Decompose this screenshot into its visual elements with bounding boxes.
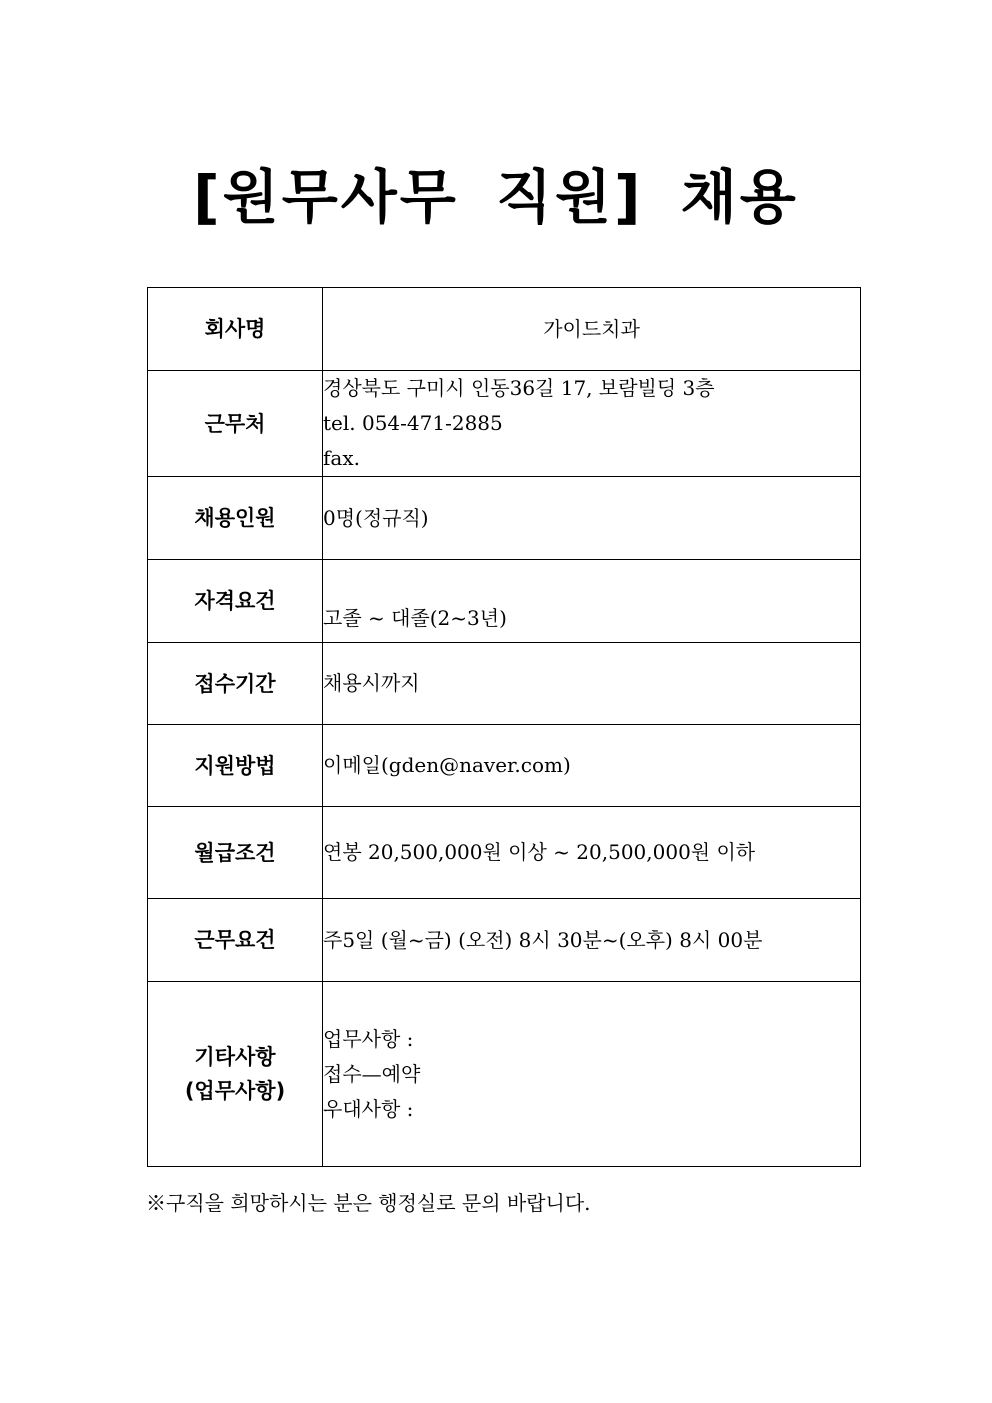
hours-value: 주5일 (월~금) (오전) 8시 30분~(오후) 8시 00분 [323, 899, 861, 982]
etc-label [148, 982, 323, 1167]
workplace-fax: fax. [323, 446, 360, 470]
qualification-label: 자격요건 [148, 560, 323, 643]
etc-label-line2: (업무사항) [184, 1079, 286, 1103]
period-value: 채용시까지 [323, 643, 861, 725]
workplace-label: 근무처 [148, 371, 323, 477]
method-value: 이메일(gden@naver.com) [323, 725, 861, 807]
salary-label: 월급조건 [148, 807, 323, 899]
period-label: 접수기간 [148, 643, 323, 725]
table-row-hours [148, 899, 861, 982]
qualification-value: 고졸 ~ 대졸(2~3년) [323, 560, 861, 643]
table-row-qualification [148, 560, 861, 643]
workplace-value [323, 371, 861, 477]
table-row-workplace [148, 371, 861, 477]
table-row-headcount [148, 477, 861, 560]
headcount-value: 0명(정규직) [323, 477, 861, 560]
workplace-address: 경상북도 구미시 인동36길 17, 보람빌딩 3층 [323, 376, 715, 400]
page-title: [원무사무 직원] 채용 [193, 163, 799, 231]
hours-label: 근무요건 [148, 899, 323, 982]
job-posting-table [147, 287, 861, 1167]
table-row-etc [148, 982, 861, 1167]
table-row-company [148, 288, 861, 371]
footer-note: ※구직을 희망하시는 분은 행정실로 문의 바랍니다. [146, 1191, 591, 1215]
etc-duties: 접수—예약 [323, 1061, 421, 1086]
table-row-period [148, 643, 861, 725]
etc-label-line1: 기타사항 [194, 1045, 276, 1069]
table-row-method [148, 725, 861, 807]
company-value: 가이드치과 [323, 288, 861, 371]
etc-duties-label: 업무사항 : [323, 1026, 414, 1051]
etc-benefits-label: 우대사항 : [323, 1096, 414, 1121]
workplace-tel: tel. 054-471-2885 [323, 411, 503, 435]
headcount-label: 채용인원 [148, 477, 323, 560]
salary-value: 연봉 20,500,000원 이상 ~ 20,500,000원 이하 [323, 807, 861, 899]
company-label: 회사명 [148, 288, 323, 371]
method-label: 지원방법 [148, 725, 323, 807]
table-row-salary [148, 807, 861, 899]
etc-value [323, 982, 861, 1167]
